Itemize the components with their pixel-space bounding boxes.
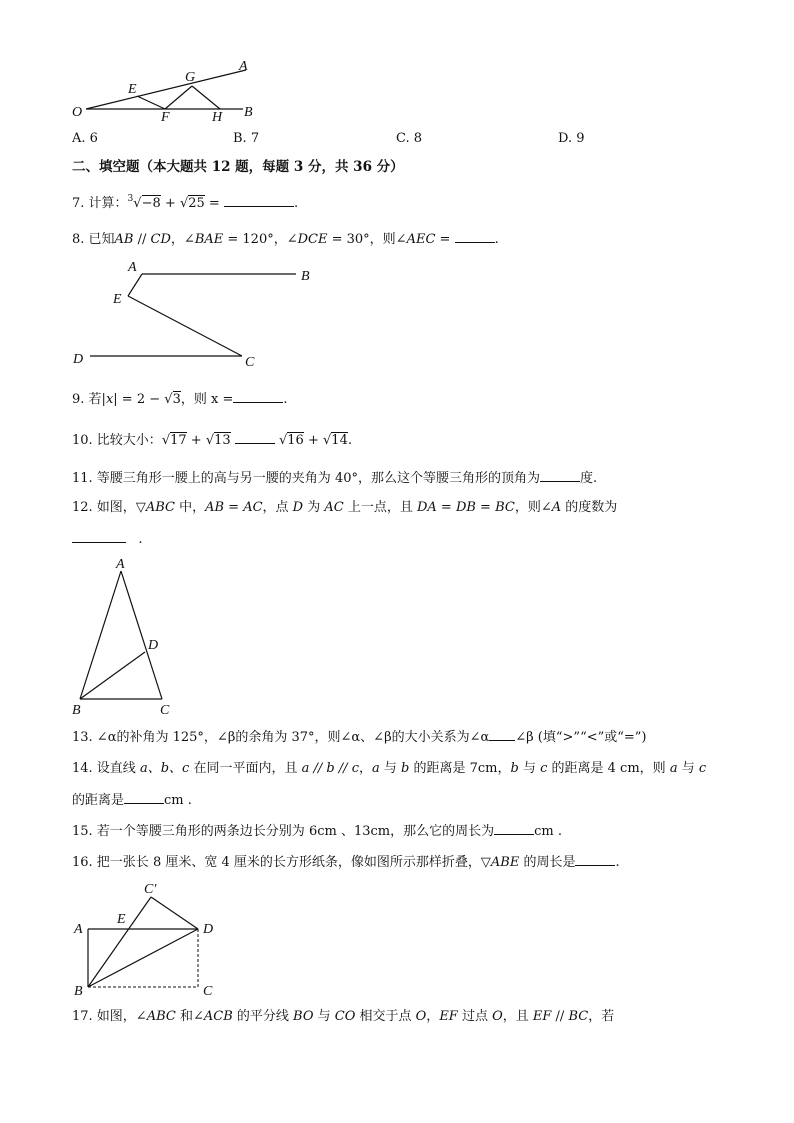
- q12-mid2: ，点: [262, 500, 293, 515]
- q12-eq1: AB = AC: [205, 500, 263, 515]
- question-14-line2: [72, 791, 192, 809]
- q14-answer-blank[interactable]: [124, 791, 164, 804]
- q17-mid2: 与: [313, 1009, 335, 1024]
- q13-text: 13. ∠α的补角为 125°，∠β的余角为 37°，则∠α、∠β的大小关系为∠α: [72, 730, 490, 745]
- q15-end: cm .: [534, 824, 562, 839]
- q6-option-c: C. 8: [396, 131, 423, 146]
- q12-label-B: B: [72, 703, 81, 718]
- q8-v2: = 30°，则∠: [327, 232, 407, 247]
- q6-label-H: H: [212, 110, 223, 125]
- figure-q16-dashed: [88, 929, 198, 987]
- q10-radicand-2: 13: [214, 433, 231, 448]
- q14-l1g: 的距离是 4 cm，则: [547, 761, 670, 776]
- question-13: [72, 728, 647, 746]
- q12-label-A: A: [116, 557, 125, 572]
- q17-o1: O: [415, 1009, 427, 1024]
- q8-label-E: E: [113, 292, 122, 307]
- q10-radical-sign-1: √: [161, 433, 171, 448]
- q15-text: 15. 若一个等腰三角形的两条边长分别为 6cm 、13cm，那么它的周长为: [72, 824, 495, 839]
- q17-bc: BC: [568, 1009, 589, 1024]
- q11-end: 度.: [579, 471, 598, 486]
- q9-end: .: [283, 392, 288, 407]
- q14-c1: c: [540, 761, 548, 776]
- q12-mid3: 为: [303, 500, 325, 515]
- q17-mid6: ，且: [502, 1009, 533, 1024]
- q10-radical-sign-2: √: [205, 433, 215, 448]
- q9-prefix: 9. 若: [72, 392, 102, 407]
- q17-acb: ACB: [203, 1009, 233, 1024]
- q13-mid: ∠β (填“>”“<”或“=”): [515, 730, 647, 745]
- q6-label-F: F: [161, 110, 170, 125]
- figure-q8-lines: [90, 274, 296, 356]
- q12-a: A: [551, 500, 562, 515]
- q16-mid: 的周长是: [519, 855, 576, 870]
- q6-label-E: E: [128, 82, 137, 97]
- q9-answer-blank[interactable]: [233, 390, 283, 403]
- q8-answer-blank[interactable]: [455, 230, 495, 243]
- figure-q16-lines: [88, 897, 198, 987]
- q17-ef2: EF: [532, 1009, 552, 1024]
- q17-bo: BO: [293, 1009, 314, 1024]
- q8-prefix: 8. 已知: [72, 232, 115, 247]
- q9-abs-bar-right: |: [113, 392, 118, 407]
- q12-ac: AC: [324, 500, 344, 515]
- q16-label-A: A: [74, 922, 83, 937]
- q6-option-d: D. 9: [558, 131, 585, 146]
- q12-prefix: 12. 如图，: [72, 500, 136, 515]
- q14-l1b: 在同一平面内，且: [189, 761, 302, 776]
- q16-tri: ABE: [490, 855, 520, 870]
- q10-radical-sign-4: √: [323, 433, 332, 448]
- q10-radicand-4: 14: [331, 433, 348, 448]
- q14-l2a: 的距离是: [72, 793, 125, 808]
- q10-end: .: [347, 433, 352, 448]
- q9-mid: ，则 x =: [180, 392, 234, 407]
- q17-mid5: 过点: [457, 1009, 493, 1024]
- q17-ef1: EF: [439, 1009, 458, 1024]
- q9-abs-bar-left: |: [101, 392, 106, 407]
- q16-label-B: B: [74, 984, 83, 999]
- q10-prefix: 10. 比较大小：: [72, 433, 162, 448]
- section-2-title: 二、填空题（本大题共 12 题，每题 3 分，共 36 分）: [72, 159, 404, 175]
- question-10: [72, 431, 352, 449]
- q12-mid6: 的度数为: [561, 500, 618, 515]
- q6-label-B: B: [244, 105, 253, 120]
- q7-radical-index: 3: [127, 194, 134, 204]
- q16-text: 16. 把一张长 8 厘米、宽 4 厘米的长方形纸条，像如图所示那样折叠，: [72, 855, 481, 870]
- q12-tri: ABC: [145, 500, 175, 515]
- q8-label-D: D: [73, 352, 84, 367]
- q17-co: CO: [334, 1009, 356, 1024]
- q10-radicand-3: 16: [287, 433, 304, 448]
- q17-mid3: 相交于点: [355, 1009, 416, 1024]
- q14-l1f: 与: [518, 761, 541, 776]
- q9-radicand: 3: [172, 392, 181, 407]
- q12-label-C: C: [160, 703, 170, 718]
- q7-radicand-1: −8: [141, 196, 161, 211]
- q17-and: 和∠: [175, 1009, 204, 1024]
- q8-parallel: //: [133, 232, 151, 247]
- q13-answer-blank[interactable]: [489, 728, 515, 741]
- q17-end: ，若: [588, 1009, 615, 1024]
- q16-label-D: D: [203, 922, 214, 937]
- q8-label-C: C: [245, 355, 255, 370]
- q10-plus-2: +: [307, 433, 319, 448]
- q14-l1h: 与: [677, 761, 699, 776]
- q12-answer-blank[interactable]: [72, 530, 126, 543]
- q14-par: a // b // c: [301, 761, 359, 776]
- q14-l1c: ，: [358, 761, 372, 776]
- question-15: [72, 822, 562, 840]
- question-14: [72, 761, 706, 777]
- q17-o2: O: [492, 1009, 503, 1024]
- q10-plus-1: +: [190, 433, 202, 448]
- q7-plus: +: [164, 196, 176, 211]
- q7-end: .: [293, 196, 299, 211]
- figure-q12-lines: [80, 571, 162, 699]
- q12-label-D: D: [148, 638, 159, 653]
- question-9: [72, 390, 287, 408]
- q9-abs-var: x: [105, 392, 114, 407]
- q16-tri-icon: ▽: [480, 855, 491, 870]
- q15-answer-blank[interactable]: [494, 822, 534, 835]
- q16-answer-blank[interactable]: [575, 853, 615, 866]
- q6-label-O: O: [72, 105, 83, 120]
- q10-radical-sign-3: √: [278, 433, 288, 448]
- q14-b2: b: [510, 761, 519, 776]
- q8-angle-aec: AEC: [406, 232, 436, 247]
- q12-mid1: 中，: [174, 500, 206, 515]
- q8-cd: CD: [150, 232, 171, 247]
- q16-label-Cprime: C′: [144, 882, 157, 897]
- q17-prefix: 17. 如图，∠: [72, 1009, 147, 1024]
- q7-radicand-2: 25: [188, 196, 205, 211]
- q6-label-G: G: [185, 70, 196, 85]
- question-8: [72, 230, 499, 248]
- q11-answer-blank[interactable]: [540, 469, 580, 482]
- q8-label-A: A: [128, 260, 137, 275]
- q7-prefix: 7. 计算：: [72, 196, 128, 211]
- q8-label-B: B: [301, 269, 310, 284]
- q9-eq: = 2 −: [117, 392, 165, 407]
- question-12: [72, 500, 617, 516]
- q17-mid4: ，: [426, 1009, 440, 1024]
- q8-ab: AB: [114, 232, 134, 247]
- q10-radicand-1: 17: [170, 433, 187, 448]
- q14-vars: a、b、c: [139, 761, 190, 776]
- question-11: [72, 469, 597, 487]
- q17-mid1: 的平分线: [232, 1009, 294, 1024]
- question-12-line2: [72, 530, 143, 548]
- q16-end: .: [615, 855, 620, 870]
- q12-mid5: ，则∠: [514, 500, 552, 515]
- q7-radical-sign-1: √: [133, 196, 142, 211]
- q7-equals: =: [208, 196, 220, 211]
- q9-radical-sign: √: [164, 392, 173, 407]
- q6-option-a: A. 6: [72, 131, 98, 146]
- q14-b1: b: [401, 761, 410, 776]
- q14-c2: c: [698, 761, 707, 776]
- q17-abc: ABC: [146, 1009, 176, 1024]
- q14-a2: a: [669, 761, 678, 776]
- figure-q6-lines: [86, 70, 246, 109]
- q8-v3: =: [435, 232, 451, 247]
- q12-end: .: [138, 532, 143, 547]
- q8-angle-dce: DCE: [297, 232, 328, 247]
- q12-d: D: [292, 500, 304, 515]
- q8-c1: ，∠: [170, 232, 195, 247]
- q8-end: .: [494, 232, 499, 247]
- q12-eq2: DA = DB = BC: [416, 500, 515, 515]
- question-16: [72, 853, 620, 871]
- q8-angle-bae: BAE: [194, 232, 224, 247]
- q14-l1e: 的距离是 7cm，: [409, 761, 511, 776]
- q7-radical-sign-2: √: [179, 196, 189, 211]
- q6-label-A: A: [239, 59, 248, 74]
- q8-v1: = 120°，∠: [223, 232, 298, 247]
- q14-l1a: 14. 设直线: [72, 761, 140, 776]
- q14-a1: a: [372, 761, 380, 776]
- q17-par: //: [551, 1009, 569, 1024]
- q14-l1d: 与: [379, 761, 402, 776]
- q16-label-C: C: [203, 984, 213, 999]
- question-7: [72, 194, 298, 213]
- q12-tri-icon: ▽: [135, 500, 146, 515]
- question-17: [72, 1009, 614, 1025]
- q6-option-b: B. 7: [233, 131, 260, 146]
- q14-l2b: cm .: [164, 793, 192, 808]
- q7-answer-blank[interactable]: [224, 194, 294, 207]
- q16-label-E: E: [117, 912, 126, 927]
- q10-answer-blank[interactable]: [235, 431, 275, 444]
- q11-text: 11. 等腰三角形一腰上的高与另一腰的夹角为 40°，那么这个等腰三角形的顶角为: [72, 471, 540, 486]
- q12-mid4: 上一点，且: [343, 500, 417, 515]
